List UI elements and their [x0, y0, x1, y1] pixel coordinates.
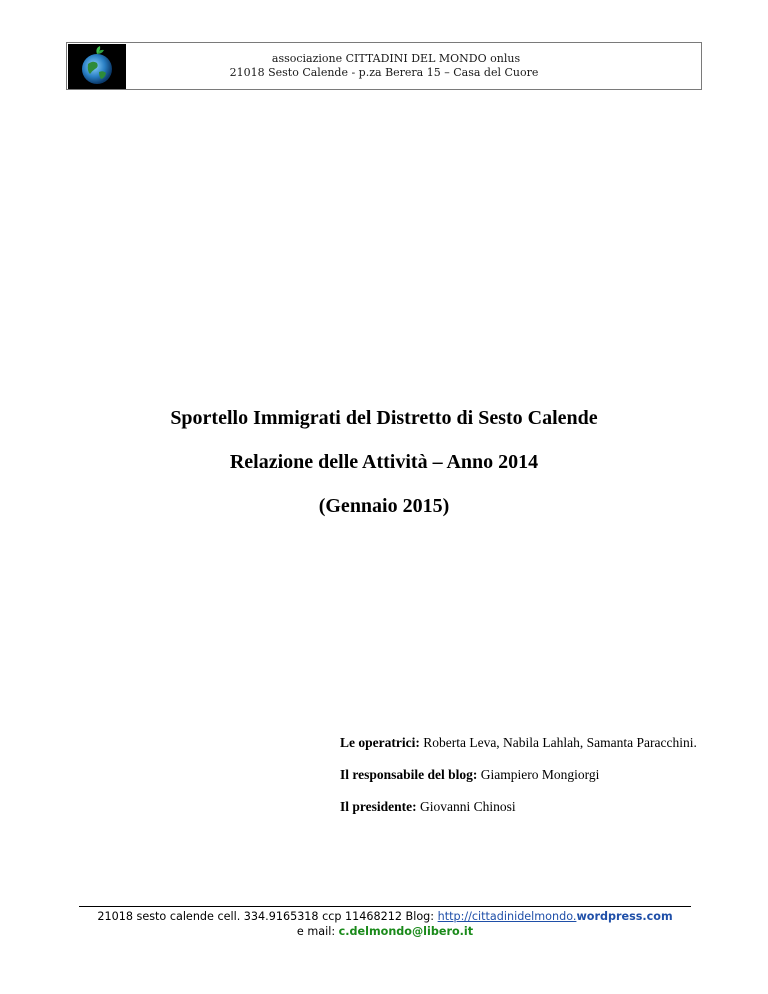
title-line-2: Relazione delle Attività – Anno 2014 — [229, 451, 539, 473]
document-title — [0, 405, 768, 537]
email-label: e mail: — [296, 925, 339, 938]
blog-link[interactable]: http://cittadinidelmondo. — [437, 910, 577, 923]
letterhead — [66, 42, 702, 90]
footer-line-1 — [79, 909, 691, 924]
title-line-3: (Gennaio 2015) — [318, 495, 450, 517]
staff-list — [340, 733, 710, 829]
operators-value: Roberta Leva, Nabila Lahlah, Samanta Paracchini. — [419, 735, 697, 750]
blog-manager-line — [340, 765, 710, 784]
blog-link-domain[interactable]: wordpress.com — [576, 910, 673, 923]
email-link[interactable]: c.delmondo@libero.it — [338, 925, 474, 938]
footer-line-2 — [79, 924, 691, 939]
president-value: Giovanni Chinosi — [416, 799, 516, 814]
footer — [79, 909, 691, 939]
footer-contacts: 21018 sesto calende cell. 334.9165318 ccp 11468212 Blog: — [97, 910, 438, 923]
president-label: Il presidente: — [340, 799, 417, 814]
blog-manager-label: Il responsabile del blog: — [340, 767, 478, 782]
blog-manager-value: Giampiero Mongiorgi — [477, 767, 600, 782]
president-line — [340, 797, 710, 816]
operators-label: Le operatrici: — [340, 735, 420, 750]
footer-divider — [79, 906, 691, 907]
association-address: 21018 Sesto Calende - p.za Berera 15 – Casa del Cuore — [229, 66, 539, 79]
operators-line — [340, 733, 710, 752]
association-name: associazione CITTADINI DEL MONDO onlus — [271, 52, 521, 65]
title-line-1: Sportello Immigrati del Distretto di Sesto Calende — [170, 407, 598, 429]
